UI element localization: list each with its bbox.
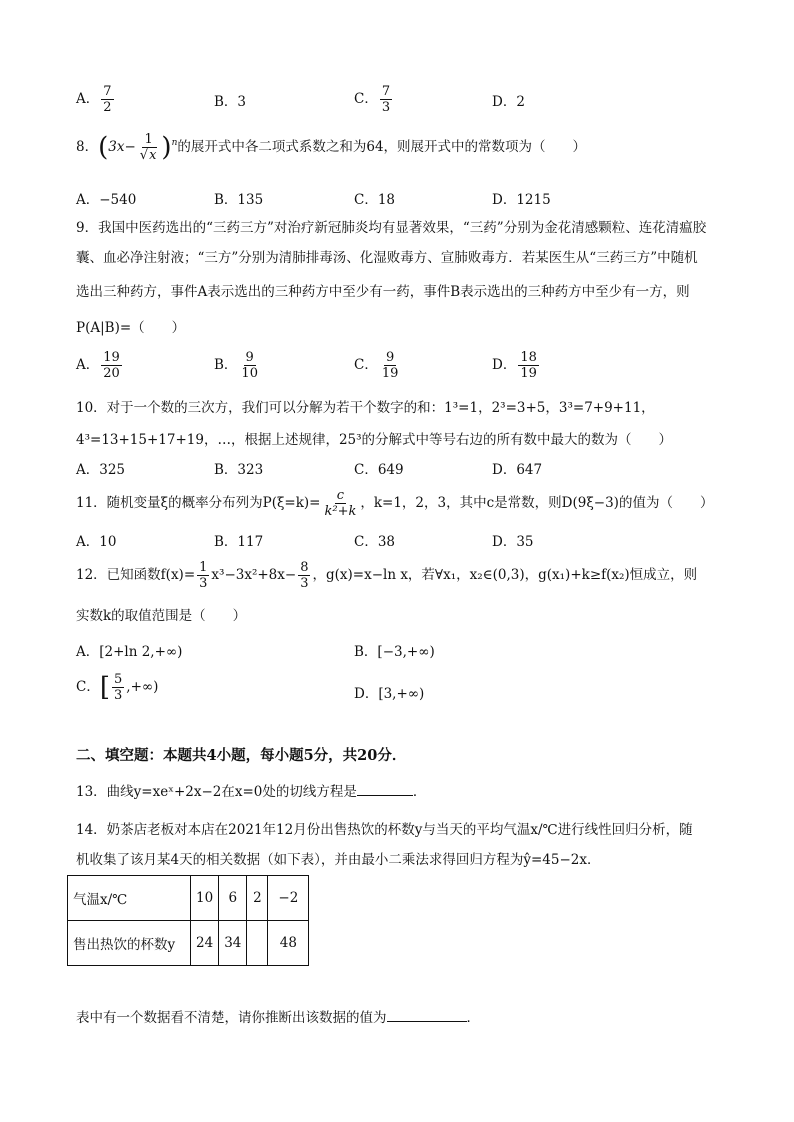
q12-option-b: B．[−3,+∞) (354, 644, 435, 660)
q9-line-1: 9．我国中医药选出的“三药三方”对治疗新冠肺炎均有显著效果，“三药”分别为金花清感颗粒、连花清瘟胶 (76, 220, 707, 236)
table-cell: 34 (219, 921, 247, 966)
q11-option-a: A．10 (76, 534, 117, 550)
q9-option-a: A． $\frac{19}{20}$ (76, 350, 120, 381)
q13-stem: 13．曲线y=xeˣ+2x−2在x=0处的切线方程是 ． (76, 784, 427, 800)
q10-line-2: 4³=13+15+17+19，…，根据上述规律，25³的分解式中等号右边的所有数中最大的数为（ ） (76, 432, 673, 448)
q9-line-4: P(A|B)=（ ） (76, 320, 186, 336)
q9-line-2: 囊、血必净注射液；“三方”分别为清肺排毒汤、化湿败毒方、宣肺败毒方．若某医生从“三药三方”中随机 (76, 250, 698, 266)
q7-option-b: B．3 (214, 94, 247, 110)
q7-option-a: A． $\frac{7}{2}$ (76, 84, 112, 115)
table-cell: 24 (191, 921, 219, 966)
q14-answer-blank[interactable] (387, 1009, 467, 1022)
q12-option-d: D．[3,+∞) (354, 686, 425, 702)
q11-option-d: D．35 (492, 534, 534, 550)
q9-option-d: D． $\frac{18}{19}$ (492, 350, 537, 381)
table-row (68, 921, 309, 966)
q12-option-c: C．[ $\frac{5}{3}$ ,+∞) (76, 672, 159, 703)
table-row-header: 气温x/℃ (68, 876, 191, 921)
q11-stem: 11．随机变量ξ的概率分布列为P(ξ=k)= $\frac{c}{\text{k²+k}}$ ，k=1，2，3，其中c是常数，则D(9ξ−3)的值为（ ） (76, 488, 714, 519)
q14-footer: 表中有一个数据看不清楚，请你推断出该数据的值为 ． (76, 1010, 480, 1026)
q10-option-a: A．325 (76, 462, 126, 478)
table-cell: 2 (247, 876, 268, 921)
q10-option-c: C．649 (354, 462, 404, 478)
q12-stem: 12．已知函数f(x)= $\frac{1}{3}$ x³−3x²+8x− $\frac{8}{3}$ ，g(x)=x−ln x，若∀x₁，x₂∈(0,3)，g(x₁)+k≥f(x₂)恒成立，则 (76, 560, 698, 591)
section-2-heading: 二、填空题：本题共4小题，每小题5分，共20分． (76, 747, 407, 764)
q8-option-d: D．1215 (492, 192, 551, 208)
q11-option-b: B．117 (214, 534, 264, 550)
q9-line-3: 选出三种药方，事件A表示选出的三种药方中至少有一药，事件B表示选出的三种药方中至少有一方，则 (76, 284, 690, 300)
q10-option-b: B．323 (214, 462, 264, 478)
q8-option-b: B．135 (214, 192, 264, 208)
q12-line-2: 实数k的取值范围是（ ） (76, 608, 247, 624)
q13-answer-blank[interactable] (357, 783, 413, 796)
q7-option-c: C． $\frac{7}{3}$ (354, 84, 391, 115)
table-row-header: 售出热饮的杯数y (68, 921, 191, 966)
table-cell: −2 (268, 876, 309, 921)
table-cell-missing (247, 921, 268, 966)
table-cell: 10 (191, 876, 219, 921)
q14-line-1: 14．奶茶店老板对本店在2021年12月份出售热饮的杯数y与当天的平均气温x/℃进行线性回归分析，随 (76, 822, 693, 838)
q8-option-a: A．−540 (76, 192, 137, 208)
q11-option-c: C．38 (354, 534, 396, 550)
table-row (68, 876, 309, 921)
q12-option-a: A．[2+ln 2,+∞) (76, 644, 183, 660)
q7-option-d: D．2 (492, 94, 525, 110)
q14-line-2: 机收集了该月某4天的相关数据（如下表），并由最小二乘法求得回归方程为ŷ=45−2x． (76, 852, 601, 868)
q8-option-c: C．18 (354, 192, 396, 208)
q9-option-b: B． $\frac{9}{10}$ (214, 350, 258, 381)
table-cell: 6 (219, 876, 247, 921)
q9-option-c: C． $\frac{9}{19}$ (354, 350, 399, 381)
q10-option-d: D．647 (492, 462, 543, 478)
q8-stem: 8．(3x− $\frac{1}{√x}$ )$^n$的展开式中各二项式系数之和为64，则展开式中的常数项为（ ） (76, 132, 587, 163)
table-cell: 48 (268, 921, 309, 966)
q10-line-1: 10．对于一个数的三次方，我们可以分解为若干个数字的和：1³=1，2³=3+5，3³=7+9+11， (76, 400, 655, 416)
q14-data-table (67, 875, 309, 966)
